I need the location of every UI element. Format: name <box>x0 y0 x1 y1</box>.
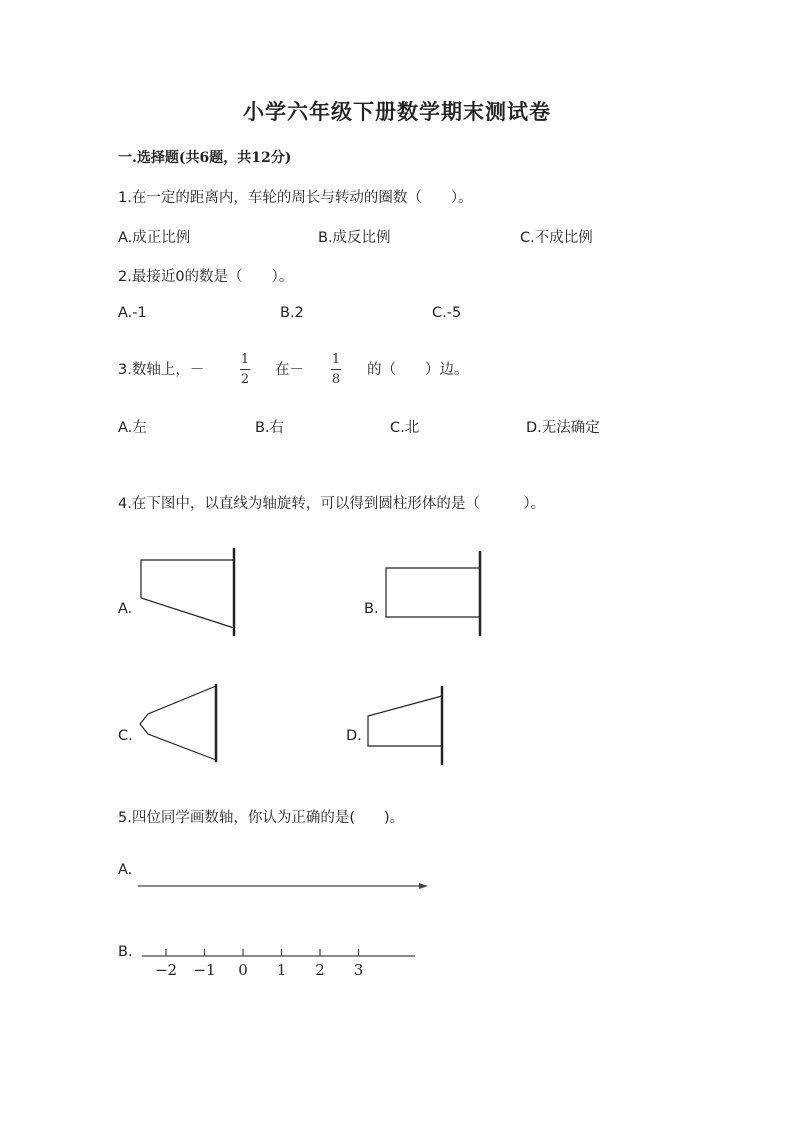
question-4-option-c-label[interactable]: C. <box>118 728 133 744</box>
question-3-option-a[interactable]: A.左 <box>118 420 147 436</box>
number-line-b-tick-label: −2 <box>154 961 178 979</box>
question-4-text: 4.在下图中，以直线为轴旋转，可以得到圆柱形体的是（ ）。 <box>118 496 546 512</box>
fraction-numerator: 1 <box>331 352 341 367</box>
question-2-option-b[interactable]: B.2 <box>280 305 304 321</box>
number-line-b-tick-label: −1 <box>193 961 216 979</box>
question-2-option-a[interactable]: A.-1 <box>118 305 147 321</box>
question-1-option-c[interactable]: C.不成比例 <box>520 230 593 246</box>
question-3-middle: 在－ <box>275 362 304 378</box>
question-3-suffix: 的（ ）边。 <box>367 362 469 378</box>
question-2-option-c[interactable]: C.-5 <box>432 305 462 321</box>
section-heading: 一.选择题(共6题，共12分) <box>118 150 292 166</box>
question-5-text: 5.四位同学画数轴，你认为正确的是( )。 <box>118 810 405 826</box>
question-1-option-b[interactable]: B.成反比例 <box>318 230 391 246</box>
number-line-b-tick-label: 1 <box>276 961 287 979</box>
question-4-option-a-label[interactable]: A. <box>118 601 133 617</box>
question-2-text: 2.最接近0的数是（ ）。 <box>118 269 294 285</box>
question-3-option-c[interactable]: C.北 <box>390 420 420 436</box>
fraction-numerator: 1 <box>240 352 250 367</box>
page-title: 小学六年级下册数学期末测试卷 <box>243 99 551 124</box>
question-3-option-d[interactable]: D.无法确定 <box>526 420 600 436</box>
fraction-denominator: 8 <box>331 372 341 387</box>
question-1-option-a[interactable]: A.成正比例 <box>118 230 191 246</box>
question-4-option-d-label[interactable]: D. <box>346 728 362 744</box>
question-5-option-b-label[interactable]: B. <box>118 944 133 960</box>
question-5-option-a-label[interactable]: A. <box>118 862 133 878</box>
number-line-b-tick-label: 3 <box>353 961 364 979</box>
question-1-text: 1.在一定的距离内，车轮的周长与转动的圈数（ ）。 <box>118 190 473 206</box>
question-3-option-b[interactable]: B.右 <box>255 420 285 436</box>
number-line-b-tick-label: 0 <box>238 961 248 979</box>
question-3-prefix: 3.数轴上，－ <box>118 362 205 378</box>
fraction-denominator: 2 <box>240 372 250 387</box>
number-line-b-tick-label: 2 <box>315 961 325 979</box>
question-4-option-b-label[interactable]: B. <box>364 601 379 617</box>
